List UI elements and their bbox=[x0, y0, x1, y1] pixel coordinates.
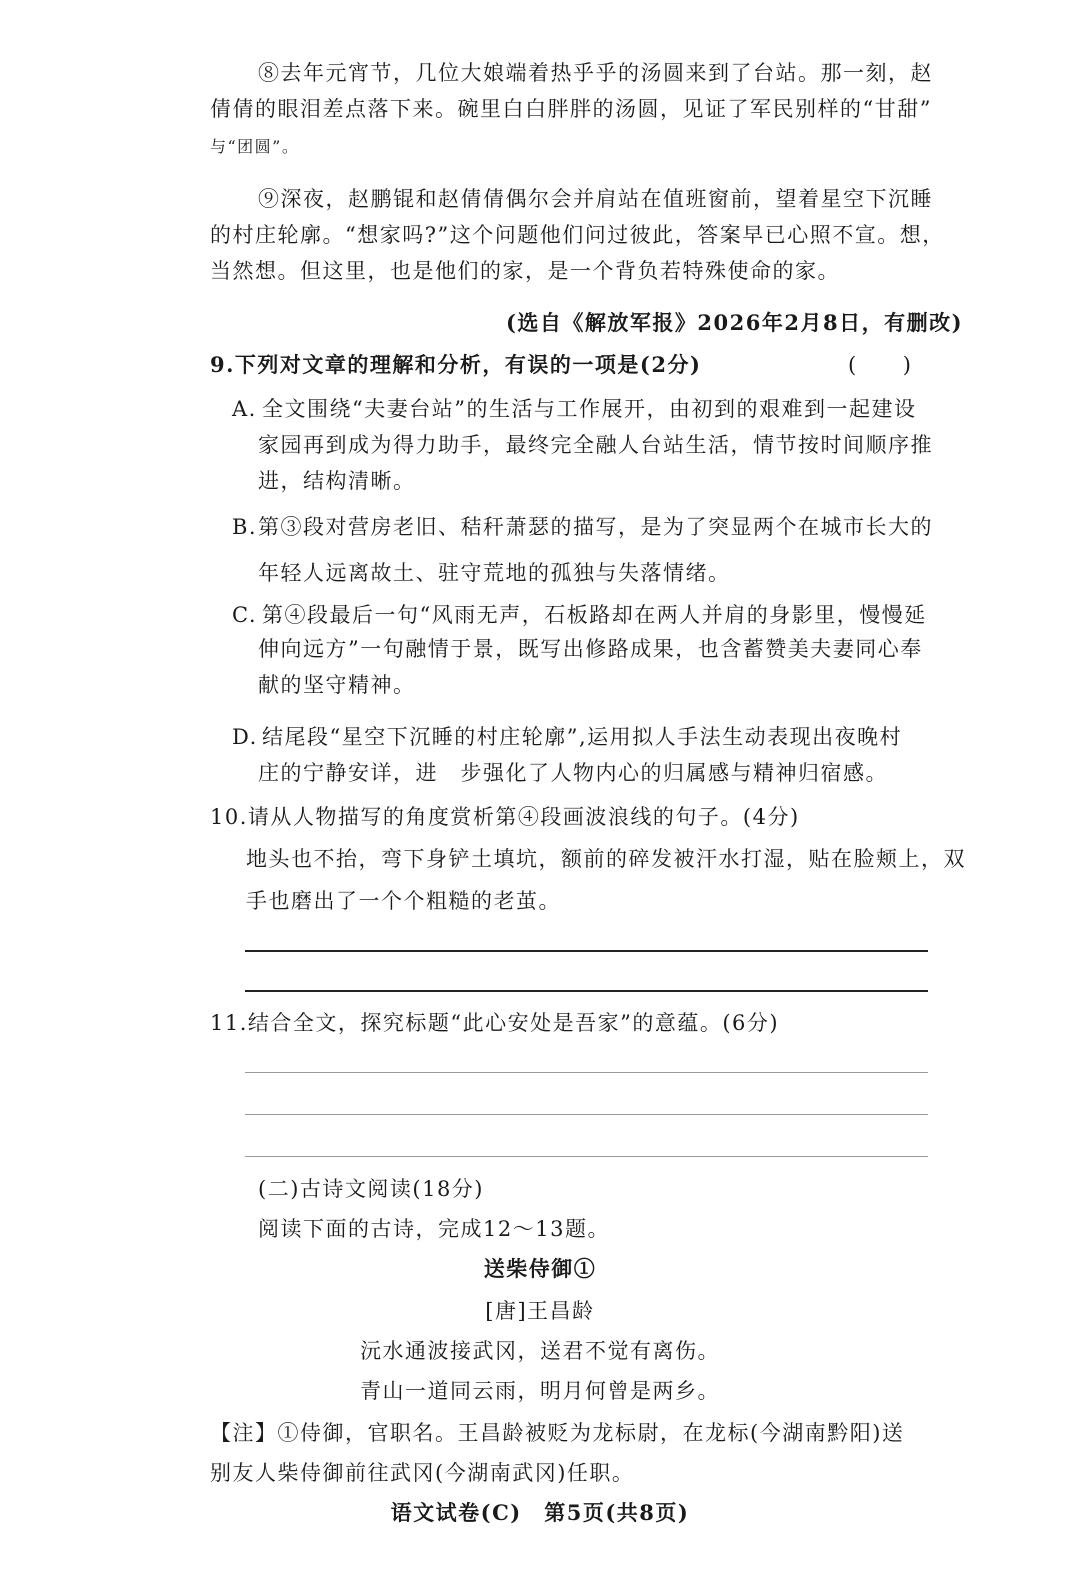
q10-quote-line-1: 地头也不抬，弯下身铲土填坑，额前的碎发被汗水打湿，贴在脸颊上，双 bbox=[246, 847, 966, 871]
q11-answer-line-1[interactable] bbox=[245, 1072, 928, 1073]
q9-option-d-line-2: 庄的宁静安详，进 步强化了人物内心的归属感与精神归宿感。 bbox=[258, 761, 888, 785]
poem-note-line-1: 【注】①侍御，官职名。王昌龄被贬为龙标尉，在龙标(今湖南黔阳)送 bbox=[210, 1421, 905, 1445]
passage-p9-line-1: ⑨深夜，赵鹏锟和赵倩倩偶尔会并肩站在值班窗前，望着星空下沉睡 bbox=[258, 187, 933, 211]
q9-option-c-line-1: 第④段最后一句“风雨无声，石板路却在两人并肩的身影里，慢慢延 bbox=[262, 603, 927, 627]
q9-option-a-line-1: 全文围绕“夫妻台站”的生活与工作展开，由初到的艰难到一起建设 bbox=[262, 397, 917, 421]
passage-p9-line-3: 当然想。但这里，也是他们的家，是一个背负若特殊使命的家。 bbox=[210, 259, 840, 283]
q9-option-d-label: D. bbox=[232, 725, 258, 749]
passage-source: (选自《解放军报》2026年2月8日，有删改) bbox=[506, 310, 964, 335]
q9-option-b-line-1: 第③段对营房老旧、秸秆萧瑟的描写，是为了突显两个在城市长大的 bbox=[258, 515, 933, 539]
q9-option-a-line-2: 家园再到成为得力助手，最终完全融人台站生活，情节按时间顺序推 bbox=[258, 433, 933, 457]
q9-option-b-line-2: 年轻人远离故土、驻守荒地的孤独与失落情绪。 bbox=[258, 561, 731, 585]
q9-option-c-line-2: 伸向远方”一句融情于景，既写出修路成果，也含蓄赞美夫妻同心奉 bbox=[258, 637, 923, 661]
poem-author: [唐]王昌龄 bbox=[485, 1299, 595, 1323]
q11-stem: 11.结合全文，探究标题“此心安处是吾家”的意蕴。(6分) bbox=[210, 1011, 780, 1035]
passage-p8-line-3: 与“团圆”。 bbox=[210, 137, 300, 156]
page-footer: 语文试卷(C) 第5页(共8页) bbox=[390, 1500, 690, 1525]
passage-p8-line-1: ⑧去年元宵节，几位大娘端着热乎乎的汤圆来到了台站。那一刻，赵 bbox=[258, 61, 933, 85]
poem-note-line-2: 别友人柴侍御前往武冈(今湖南武冈)任职。 bbox=[210, 1461, 635, 1485]
q10-stem: 10.请从人物描写的角度赏析第④段画波浪线的句子。(4分) bbox=[210, 805, 800, 829]
section2-heading: (二)古诗文阅读(18分) bbox=[258, 1177, 484, 1201]
passage-p9-line-2: 的村庄轮廓。“想家吗?”这个问题他们问过彼此，答案早已心照不宣。想， bbox=[210, 223, 945, 247]
passage-p8-line-2: 倩倩的眼泪差点落下来。碗里白白胖胖的汤圆，见证了军民别样的“甘甜” bbox=[210, 97, 932, 121]
q11-answer-line-2[interactable] bbox=[245, 1114, 928, 1115]
q9-option-a-line-3: 进，结构清晰。 bbox=[258, 469, 416, 493]
poem-line-2: 青山一道同云雨，明月何曾是两乡。 bbox=[360, 1379, 720, 1403]
q10-quote-line-2: 手也磨出了一个个粗糙的老茧。 bbox=[246, 889, 561, 913]
q9-answer-blank[interactable]: ( ) bbox=[848, 353, 913, 377]
q10-answer-line-1[interactable] bbox=[245, 950, 928, 952]
q9-option-b-label: B. bbox=[232, 515, 258, 539]
poem-line-1: 沅水通波接武冈，送君不觉有离伤。 bbox=[360, 1339, 720, 1363]
poem-title: 送柴侍御① bbox=[483, 1256, 597, 1281]
q9-option-d-line-1: 结尾段“星空下沉睡的村庄轮廓”,运用拟人手法生动表现出夜晚村 bbox=[262, 725, 903, 749]
q9-option-c-line-3: 献的坚守精神。 bbox=[258, 673, 416, 697]
section2-instruction: 阅读下面的古诗，完成12～13题。 bbox=[258, 1217, 610, 1241]
q9-option-c-label: C. bbox=[232, 603, 257, 627]
q9-option-a-label: A. bbox=[232, 397, 257, 421]
q11-answer-line-3[interactable] bbox=[245, 1156, 928, 1157]
q9-stem: 9.下列对文章的理解和分析，有误的一项是(2分) bbox=[210, 352, 702, 377]
q10-answer-line-2[interactable] bbox=[245, 990, 928, 992]
